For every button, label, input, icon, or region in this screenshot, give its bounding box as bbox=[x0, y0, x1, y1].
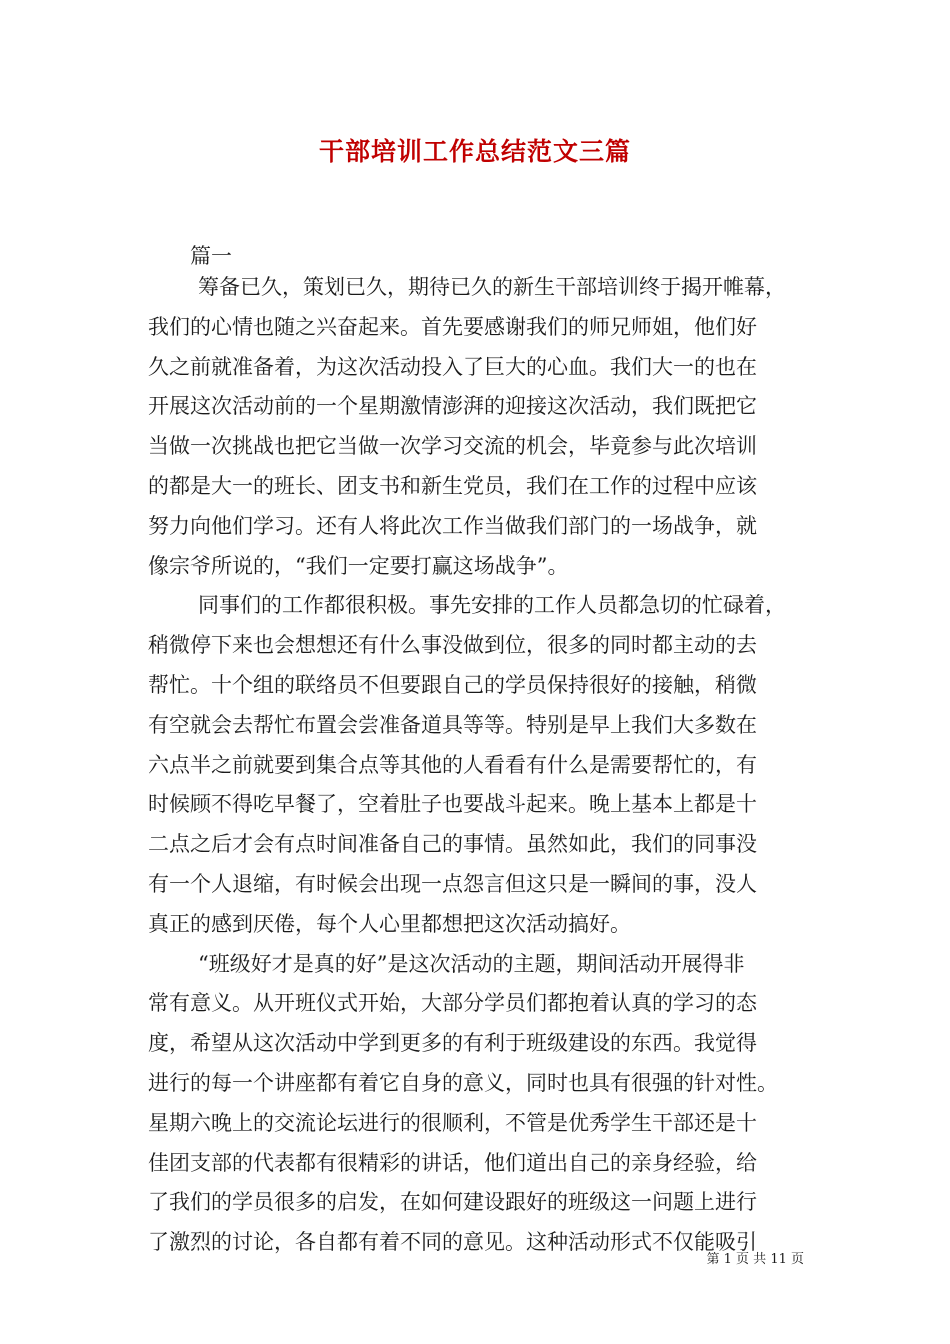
text-line: 佳团支部的代表都有很精彩的讲话，他们道出自己的亲身经验，给 bbox=[148, 1150, 757, 1175]
text-line: 久之前就准备着，为这次活动投入了巨大的心血。我们大一的也在 bbox=[148, 354, 757, 379]
page-footer: 第 1 页 共 11 页 bbox=[706, 1252, 804, 1267]
text-line: 有空就会去帮忙布置会尝准备道具等等。特别是早上我们大多数在 bbox=[148, 712, 757, 737]
text-line: 我们的心情也随之兴奋起来。首先要感谢我们的师兄师姐，他们好 bbox=[148, 314, 757, 339]
text-line: 度，希望从这次活动中学到更多的有利于班级建设的东西。我觉得 bbox=[148, 1031, 757, 1056]
text-line: 同事们的工作都很积极。事先安排的工作人员都急切的忙碌着， bbox=[198, 593, 786, 618]
body-text bbox=[148, 268, 804, 1263]
text-line: 开展这次活动前的一个星期激情澎湃的迎接这次活动，我们既把它 bbox=[148, 394, 757, 419]
text-line: 二点之后才会有点时间准备自己的事情。虽然如此，我们的同事没 bbox=[148, 832, 757, 857]
text-line: 筹备已久，策划已久，期待已久的新生干部培训终于揭开帷幕， bbox=[198, 275, 786, 299]
text-line: 帮忙。十个组的联络员不但要跟自己的学员保持很好的接触，稍微 bbox=[148, 672, 757, 697]
text-line: 稍微停下来也会想想还有什么事没做到位，很多的同时都主动的去 bbox=[148, 633, 757, 658]
text-line: 当做一次挑战也把它当做一次学习交流的机会，毕竟参与此次培训 bbox=[148, 434, 757, 459]
text-line: 真正的感到厌倦，每个人心里都想把这次活动搞好。 bbox=[148, 911, 631, 936]
text-line: 星期六晚上的交流论坛进行的很顺利，不管是优秀学生干部还是十 bbox=[148, 1110, 757, 1135]
document-title: 干部培训工作总结范文三篇 bbox=[318, 137, 631, 166]
text-line: 了激烈的讨论，各自都有着不同的意见。这种活动形式不仅能吸引 bbox=[148, 1230, 757, 1255]
text-line: 常有意义。从开班仪式开始，大部分学员们都抱着认真的学习的态 bbox=[148, 991, 757, 1016]
text-line: 进行的每一个讲座都有着它自身的意义，同时也具有很强的针对性。 bbox=[148, 1070, 778, 1095]
text-line: 六点半之前就要到集合点等其他的人看看有什么是需要帮忙的，有 bbox=[148, 752, 757, 777]
text-line: 努力向他们学习。还有人将此次工作当做我们部门的一场战争，就 bbox=[148, 513, 757, 538]
text-line: 了我们的学员很多的启发，在如何建设跟好的班级这一问题上进行 bbox=[148, 1190, 757, 1215]
section-heading: 篇一 bbox=[190, 244, 232, 268]
text-line: 的都是大一的班长、团支书和新生党员，我们在工作的过程中应该 bbox=[148, 473, 757, 498]
text-line: 有一个人退缩，有时候会出现一点怨言但这只是一瞬间的事，没人 bbox=[148, 871, 757, 896]
text-line: “班级好才是真的好”是这次活动的主题，期间活动开展得非 bbox=[198, 951, 745, 976]
text-line: 像宗爷所说的，“我们一定要打赢这场战争”。 bbox=[148, 553, 569, 578]
text-line: 时候顾不得吃早餐了，空着肚子也要战斗起来。晚上基本上都是十 bbox=[148, 792, 757, 817]
